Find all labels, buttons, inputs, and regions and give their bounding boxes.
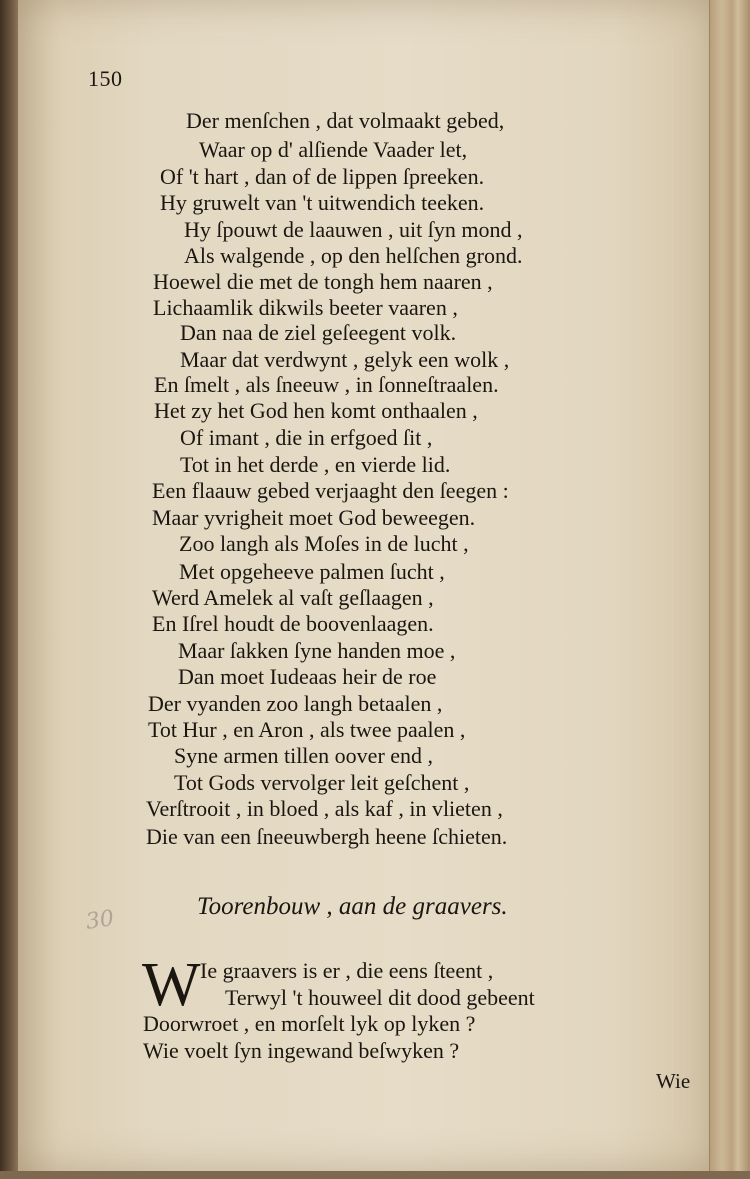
verse-line: Tot in het derde , en vierde lid. xyxy=(180,452,451,477)
verse-line: Werd Amelek al vaſt geſlaagen , xyxy=(152,585,434,610)
verse-line: Hoewel die met de tongh hem naaren , xyxy=(153,269,493,294)
verse-line: Of imant , die in erfgoed ſit , xyxy=(180,425,433,450)
verse-line: Ie graavers is er , die eens ſteent , xyxy=(200,958,494,983)
verse-line: Doorwroet , en morſelt lyk op lyken ? xyxy=(143,1011,476,1036)
verse-line: Maar dat verdwynt , gelyk een wolk , xyxy=(180,347,510,372)
verse-line: Waar op d' alſiende Vaader let, xyxy=(199,137,468,162)
verse-line: Als walgende , op den helſchen grond. xyxy=(184,243,523,268)
verse-line: En Iſrel houdt de boovenlaagen. xyxy=(152,611,434,636)
verse-line: Maar yvrigheit moet God beweegen. xyxy=(152,505,476,530)
bottom-edge xyxy=(0,1171,750,1179)
verse-line: Die van een ſneeuwbergh heene ſchieten. xyxy=(146,824,508,849)
verse-line: Maar ſakken ſyne handen moe , xyxy=(178,638,456,663)
verse-line: Der menſchen , dat volmaakt gebed, xyxy=(186,108,505,133)
verse-line: Zoo langh als Moſes in de lucht , xyxy=(179,531,469,556)
catchword: Wie xyxy=(656,1069,691,1093)
pencil-annotation: 30 xyxy=(84,906,116,935)
drop-cap: W xyxy=(142,951,201,1019)
verse-line: Der vyanden zoo langh betaalen , xyxy=(148,691,443,716)
verse-line: Tot Gods vervolger leit geſchent , xyxy=(174,770,470,795)
verse-line: Dan moet Iudeaas heir de roe xyxy=(178,664,437,689)
verse-line: Het zy het God hen komt onthaalen , xyxy=(154,398,478,423)
verse-line: Dan naa de ziel geſeegent volk. xyxy=(180,320,457,345)
verse-line: Verſtrooit , in bloed , als kaf , in vlieten , xyxy=(146,796,503,821)
verse-line: Wie voelt ſyn ingewand beſwyken ? xyxy=(143,1038,460,1063)
verse-line: Syne armen tillen oover end , xyxy=(174,743,434,768)
verse-line: Hy gruwelt van 't uitwendich teeken. xyxy=(160,190,485,215)
verse-line: Een flaauw gebed verjaaght den ſeegen : xyxy=(152,478,509,503)
verse-line: Terwyl 't houweel dit dood gebeent xyxy=(225,985,535,1010)
verse-line: Hy ſpouwt de laauwen , uit ſyn mond , xyxy=(184,217,523,242)
verse-line: Lichaamlik dikwils beeter vaaren , xyxy=(153,295,458,320)
verse-line: Met opgeheeve palmen ſucht , xyxy=(179,559,445,584)
page-number: 150 xyxy=(88,66,123,91)
page-stack-edge xyxy=(709,0,750,1179)
poem-heading: Toorenbouw , aan de graavers. xyxy=(197,893,508,920)
verse-line: Of 't hart , dan of de lippen ſpreeken. xyxy=(160,164,485,189)
verse-line: Tot Hur , en Aron , als twee paalen , xyxy=(148,717,466,742)
verse-line: En ſmelt , als ſneeuw , in ſonneſtraalen. xyxy=(154,372,499,397)
